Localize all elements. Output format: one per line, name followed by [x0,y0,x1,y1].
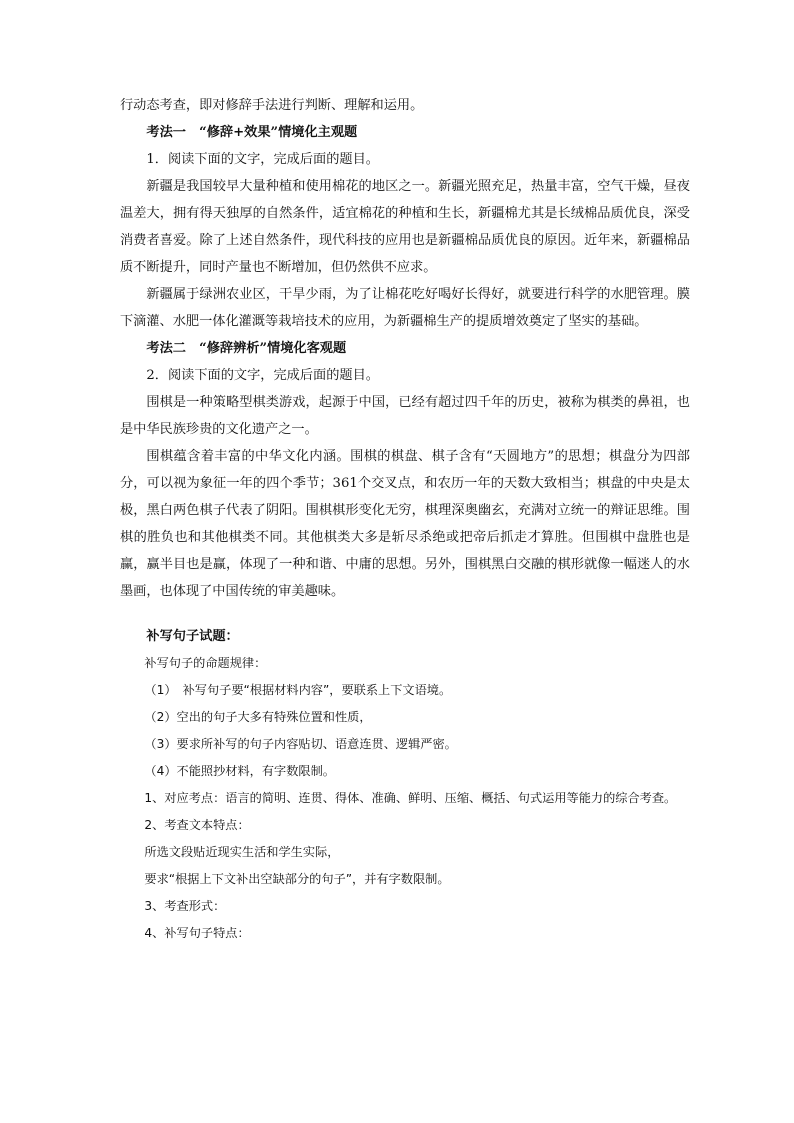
question-2-prompt: 2．阅读下面的文字，完成后面的题目。 [146,368,379,383]
paragraph-go-2: 围棋蕴含着丰富的中华文化内涵。围棋的棋盘、棋子含有“天圆地方”的思想；棋盘分为四部分，可以视为象征一年的四个季节；361个交叉点，和农历一年的天数大致相当；棋盘的中央是太极，黑白两色棋子代表了阴阳。围棋棋形变化无穷，棋理深奥幽玄，充满对立统一的辩证思维。围棋的胜负也和其他棋类不同。其他棋类大多是斩尽杀绝或把帝后抓走才算胜。但围棋中盘胜也是赢，赢半目也是赢，体现了一种和谐、中庸的思想。另外，围棋黑白交融的棋形就像一幅迷人的水墨画，也体现了中国传统的审美趣味。 [120,449,690,599]
point-4-heading: 4、补写句子特点： [144,926,250,940]
document-page [120,92,690,947]
spacer [120,605,690,623]
paragraph-go-1: 围棋是一种策略型棋类游戏，起源于中国，已经有超过四千年的历史，被称为棋类的鼻祖，也是中华民族珍贵的文化遗产之一。 [120,395,690,437]
intro-line: 行动态考查，即对修辞手法进行判断、理解和运用。 [120,98,424,113]
section-heading-method-1: 考法一 “修辞+效果”情境化主观题 [146,125,358,140]
rule-item-3: （3）要求所补写的句子内容贴切、语意连贯、逻辑严密。 [144,737,457,751]
rule-item-1: （1） 补写句子要“根据材料内容”，要联系上下文语境。 [144,683,452,697]
point-2-line-1: 所选文段贴近现实生活和学生实际， [144,845,340,859]
rule-heading: 补写句子的命题规律： [144,656,267,670]
paragraph-xinjiang-cotton-2: 新疆属于绿洲农业区，干旱少雨，为了让棉花吃好喝好长得好，就要进行科学的水肥管理。膜下滴灌、水肥一体化灌溉等栽培技术的应用，为新疆棉生产的提质增效奠定了坚实的基础。 [120,287,690,329]
point-2-line-2: 要求“根据上下文补出空缺部分的句子”，并有字数限制。 [144,872,450,886]
point-1-test-focus: 1、对应考点：语言的简明、连贯、得体、准确、鲜明、压缩、概括、句式运用等能力的综合考查。 [144,791,677,805]
question-1-prompt: 1．阅读下面的文字，完成后面的题目。 [146,152,379,167]
rule-item-4: （4）不能照抄材料，有字数限制。 [144,764,335,778]
paragraph-xinjiang-cotton-1: 新疆是我国较早大量种植和使用棉花的地区之一。新疆光照充足，热量丰富，空气干燥，昼夜温差大，拥有得天独厚的自然条件，适宜棉花的种植和生长，新疆棉尤其是长绒棉品质优良，深受消费者喜爱。除了上述自然条件，现代科技的应用也是新疆棉品质优良的原因。近年来，新疆棉品质不断提升，同时产量也不断增加，但仍然供不应求。 [120,179,690,275]
point-3-heading: 3、考查形式： [144,899,226,913]
section-heading-method-2: 考法二 “修辞辨析”情境化客观题 [146,341,347,356]
section-heading-sentence-completion: 补写句子试题： [146,629,239,644]
point-2-heading: 2、考查文本特点： [144,818,250,832]
rule-item-2: （2）空出的句子大多有特殊位置和性质， [144,710,372,724]
